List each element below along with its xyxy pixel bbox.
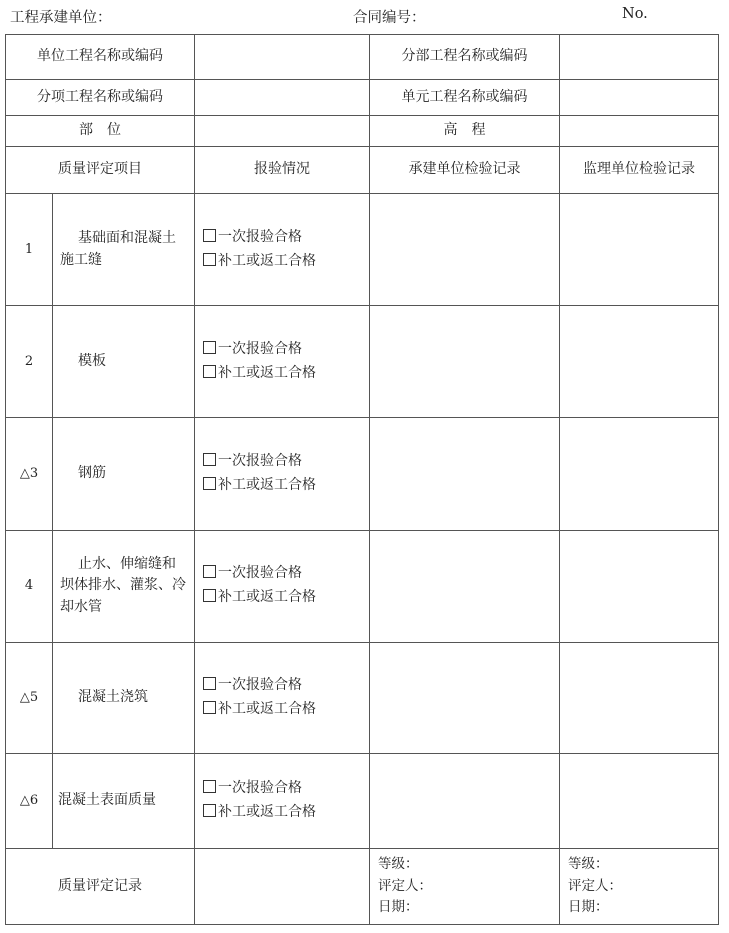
first-pass-option[interactable]: 一次报验合格 [203, 338, 369, 362]
inspection-status-cell [195, 753, 370, 848]
first-pass-option[interactable]: 一次报验合格 [203, 562, 369, 586]
first-pass-option[interactable]: 一次报验合格 [203, 674, 369, 698]
item-name: 止水、伸缩缝和 坝体排水、灌浆、冷 却水管 [53, 530, 195, 642]
checkbox-icon[interactable] [203, 477, 216, 490]
division-project-name-label: 分部工程名称或编码 [370, 35, 560, 80]
checkbox-icon[interactable] [203, 804, 216, 817]
item-name: 模板 [53, 306, 195, 418]
col-quality-item: 质量评定项目 [6, 147, 195, 194]
date-field[interactable]: 日期： [378, 899, 419, 916]
division-project-name-value[interactable] [560, 35, 719, 80]
grade-field[interactable]: 等级： [378, 856, 419, 873]
info-row-location [6, 116, 719, 147]
item-name: 钢筋 [53, 418, 195, 530]
rework-pass-option[interactable]: 补工或返工合格 [203, 586, 369, 610]
item-name: 混凝土表面质量 [53, 753, 195, 848]
first-pass-option[interactable]: 一次报验合格 [203, 777, 369, 801]
col-contractor-record: 承建单位检验记录 [370, 147, 560, 194]
item-index: 2 [6, 306, 53, 418]
contractor-record-cell[interactable] [370, 418, 560, 530]
supervisor-record-cell[interactable] [560, 753, 719, 848]
quality-record-row [6, 848, 719, 924]
checkbox-icon[interactable] [203, 589, 216, 602]
first-pass-option[interactable]: 一次报验合格 [203, 450, 369, 474]
item-row [6, 530, 719, 642]
checkbox-icon[interactable] [203, 253, 216, 266]
checkbox-icon[interactable] [203, 565, 216, 578]
checkbox-icon[interactable] [203, 229, 216, 242]
supervisor-record-cell[interactable] [560, 418, 719, 530]
checkbox-icon[interactable] [203, 453, 216, 466]
elevation-value[interactable] [560, 116, 719, 147]
contractor-signoff [370, 848, 560, 924]
supervisor-signoff [560, 848, 719, 924]
serial-no-label: No. [622, 6, 648, 22]
grade-field[interactable]: 等级： [568, 856, 609, 873]
rework-pass-option[interactable]: 补工或返工合格 [203, 362, 369, 386]
unit-project-name-label: 单位工程名称或编码 [6, 35, 195, 80]
contractor-record-cell[interactable] [370, 642, 560, 753]
contractor-record-cell[interactable] [370, 530, 560, 642]
column-header-row [6, 147, 719, 194]
contractor-record-cell[interactable] [370, 753, 560, 848]
checkbox-icon[interactable] [203, 780, 216, 793]
quality-record-status-cell[interactable] [195, 848, 370, 924]
contractor-record-cell[interactable] [370, 306, 560, 418]
rework-pass-option[interactable]: 补工或返工合格 [203, 801, 369, 825]
element-project-name-label: 单元工程名称或编码 [370, 80, 560, 116]
item-index: △6 [6, 753, 53, 848]
item-index: 1 [6, 194, 53, 306]
checkbox-icon[interactable] [203, 677, 216, 690]
quality-assessment-table [5, 34, 719, 925]
assessor-field[interactable]: 评定人： [378, 877, 432, 894]
item-row [6, 753, 719, 848]
checkbox-icon[interactable] [203, 365, 216, 378]
supervisor-record-cell[interactable] [560, 642, 719, 753]
unit-project-name-value[interactable] [195, 35, 370, 80]
inspection-status-cell [195, 194, 370, 306]
info-row-unit [6, 35, 719, 80]
rework-pass-option[interactable]: 补工或返工合格 [203, 250, 369, 274]
builder-unit-label: 工程承建单位： [10, 10, 112, 26]
item-index: 4 [6, 530, 53, 642]
assessor-field[interactable]: 评定人： [568, 877, 622, 894]
item-row [6, 194, 719, 306]
sub-item-project-name-value[interactable] [195, 80, 370, 116]
inspection-status-cell [195, 530, 370, 642]
item-name: 混凝土浇筑 [53, 642, 195, 753]
col-inspection-status: 报验情况 [195, 147, 370, 194]
rework-pass-option[interactable]: 补工或返工合格 [203, 474, 369, 498]
item-row [6, 418, 719, 530]
supervisor-record-cell[interactable] [560, 306, 719, 418]
inspection-status-cell [195, 642, 370, 753]
item-row [6, 642, 719, 753]
checkbox-icon[interactable] [203, 701, 216, 714]
location-label: 部 位 [6, 116, 195, 147]
form-header [0, 6, 729, 28]
element-project-name-value[interactable] [560, 80, 719, 116]
item-index: △3 [6, 418, 53, 530]
col-supervisor-record: 监理单位检验记录 [560, 147, 719, 194]
supervisor-record-cell[interactable] [560, 194, 719, 306]
inspection-status-cell [195, 418, 370, 530]
quality-record-label: 质量评定记录 [6, 848, 195, 924]
location-value[interactable] [195, 116, 370, 147]
supervisor-record-cell[interactable] [560, 530, 719, 642]
elevation-label: 高 程 [370, 116, 560, 147]
item-name: 基础面和混凝土 施工缝 [53, 194, 195, 306]
item-row [6, 306, 719, 418]
date-field[interactable]: 日期： [568, 899, 609, 916]
first-pass-option[interactable]: 一次报验合格 [203, 226, 369, 250]
contractor-record-cell[interactable] [370, 194, 560, 306]
contract-no-label: 合同编号： [353, 10, 426, 26]
info-row-subitem [6, 80, 719, 116]
inspection-status-cell [195, 306, 370, 418]
checkbox-icon[interactable] [203, 341, 216, 354]
rework-pass-option[interactable]: 补工或返工合格 [203, 698, 369, 722]
item-index: △5 [6, 642, 53, 753]
sub-item-project-name-label: 分项工程名称或编码 [6, 80, 195, 116]
